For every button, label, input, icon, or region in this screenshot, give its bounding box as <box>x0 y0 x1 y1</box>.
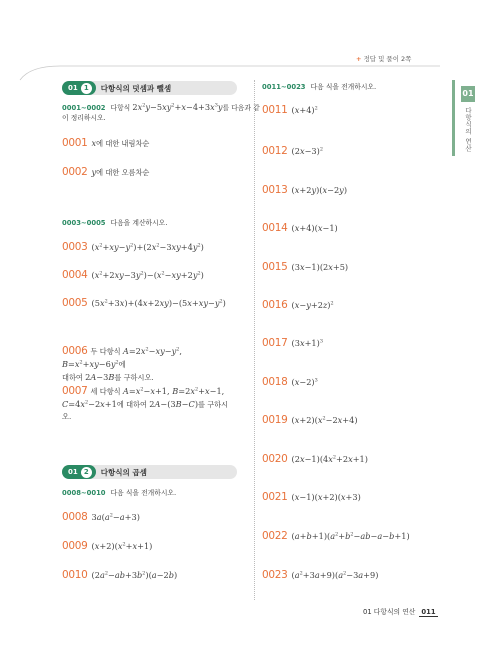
chapter-label: 다항식의 연산 <box>464 107 472 152</box>
problem-0001: 0001 x에 대한 내림차순 <box>62 137 150 149</box>
problem-0017: 0017 $(3x+1)^3$ <box>262 337 323 349</box>
instruction-0001-0002: 0001~0002 다항식 $2x^2y-5xy^2+x-4+3x^3y$를 다음과 같 <box>62 102 260 112</box>
problem-0013: 0013 (x+2y)(x−2y) <box>262 184 348 196</box>
problem-0009: 0009 $(x+2)(x^2+x+1)$ <box>62 540 153 552</box>
problem-0011: 0011 $(x+4)^2$ <box>262 104 318 116</box>
problem-0003: 0003 $(x^2+xy-y^2)+(2x^2-3xy+4y^2)$ <box>62 241 204 253</box>
page-footer: 01 다항식의 연산 011 <box>363 608 436 616</box>
page-number: 011 <box>421 608 436 616</box>
problem-0016: 0016 $(x-y+2z)^2$ <box>262 299 334 311</box>
problem-0021: 0021 (x−1)(x+2)(x+3) <box>262 491 361 503</box>
problem-0006: 0006 두 다항식 $A=2x^2-xy-y^2$, $B=x^2+xy-6y^2$에 대하여 2A−3B를 구하시오. <box>62 345 183 382</box>
problem-0023: 0023 $(a^2+3a+9)(a^2-3a+9)$ <box>262 569 379 581</box>
problem-0004: 0004 $(x^2+2xy-3y^2)-(x^2-xy+2y^2)$ <box>62 269 204 281</box>
problem-0014: 0014 (x+4)(x−1) <box>262 222 338 234</box>
problem-0007: 0007 세 다항식 $A=x^2-x+1$, $B=2x^2+x-1$, $C=4x^2-2x+1$에 대하여 2A−(3B−C)를 구하시오. <box>62 385 229 421</box>
instruction-0011-0023: 0011~0023 다음 식을 전개하시오. <box>262 83 377 91</box>
instruction-0001-0002-cont: 이 정리하시오. <box>62 114 106 122</box>
problem-0008: 0008 $3a(a^2-a+3)$ <box>62 511 140 523</box>
problem-0018: 0018 $(x-2)^3$ <box>262 376 318 388</box>
problem-0019: 0019 $(x+2)(x^2-2x+4)$ <box>262 414 358 426</box>
section-header-2: 01 2 다항식의 곱셈 <box>62 465 237 479</box>
problem-0020: 0020 $(2x-1)(4x^2+2x+1)$ <box>262 453 368 465</box>
column-divider <box>254 80 255 600</box>
chapter-number: 01 <box>461 86 475 102</box>
problem-0010: 0010 $(2a^2-ab+3b^2)(a-2b)$ <box>62 569 178 581</box>
chapter-side-tab <box>452 80 500 156</box>
section-header-1: 01 1 다항식의 덧셈과 뺄셈 <box>62 81 237 95</box>
plus-icon: + <box>356 55 362 63</box>
answer-reference: + 정답 및 풀이 2쪽 <box>356 55 412 63</box>
problem-0015: 0015 (3x−1)(2x+5) <box>262 261 349 273</box>
instruction-0008-0010: 0008~0010 다음 식을 전개하시오. <box>62 489 177 497</box>
problem-0012: 0012 $(2x-3)^2$ <box>262 145 323 157</box>
problem-0022: 0022 $(a+b+1)(a^2+b^2-ab-a-b+1)$ <box>262 530 410 542</box>
instruction-0003-0005: 0003~0005 다음을 계산하시오. <box>62 219 168 227</box>
problem-0002: 0002 y에 대한 오름차순 <box>62 166 150 178</box>
problem-0005: 0005 $(5x^2+3x)+(4x+2xy)-(5x+xy-y^2)$ <box>62 297 226 309</box>
